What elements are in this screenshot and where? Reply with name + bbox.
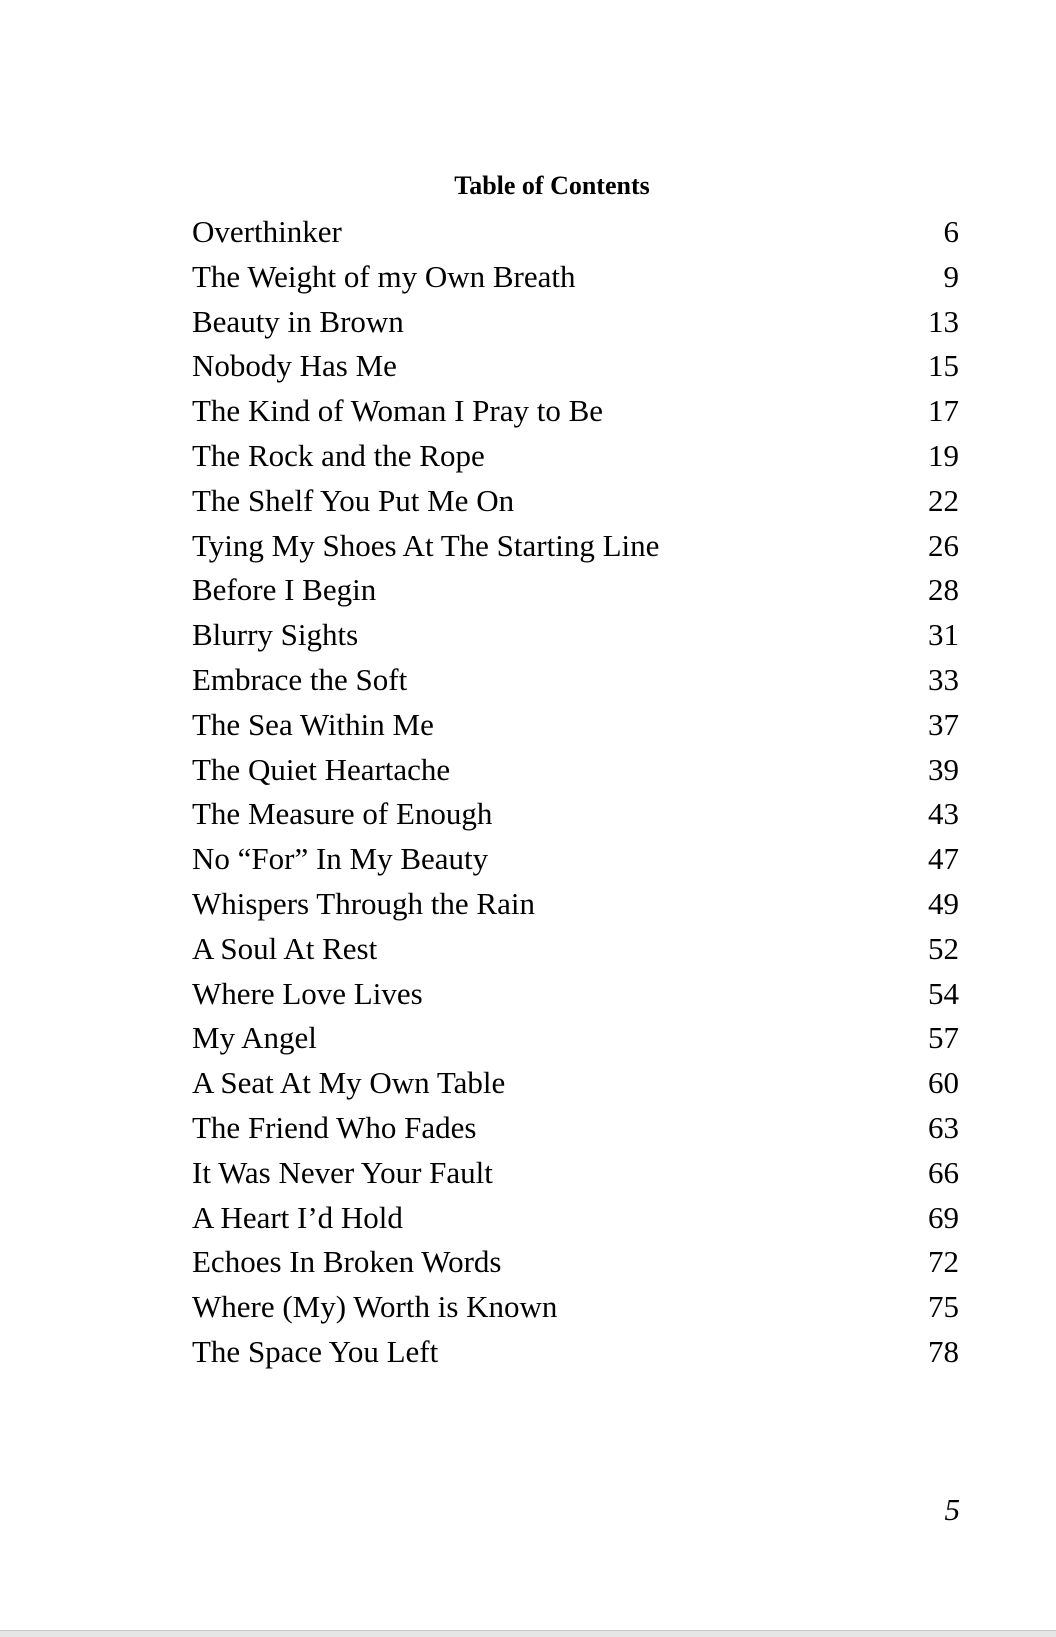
toc-entry xyxy=(192,703,959,748)
toc-entry xyxy=(192,1330,959,1375)
toc-entry-title: Overthinker xyxy=(192,214,342,249)
toc-entry-title: Blurry Sights xyxy=(192,617,359,653)
toc-entry-title: Beauty in Brown xyxy=(192,303,404,339)
toc-entry xyxy=(192,1196,959,1241)
toc-entry xyxy=(192,882,959,927)
toc-entry xyxy=(192,568,959,613)
toc-entry xyxy=(192,524,959,569)
toc-entry-title: The Shelf You Put Me On xyxy=(192,482,515,518)
toc-entry-page: 22 xyxy=(928,482,959,518)
toc-entry-page: 43 xyxy=(928,796,959,832)
toc-entry-page: 19 xyxy=(928,437,959,473)
toc-entry-title: Where (My) Worth is Known xyxy=(192,1289,558,1325)
toc-entry xyxy=(192,255,959,300)
toc-entry-title: Embrace the Soft xyxy=(192,661,408,697)
toc-entry-page: 72 xyxy=(928,1244,959,1280)
toc-entry-page: 57 xyxy=(928,1020,959,1056)
toc-entry-page: 47 xyxy=(928,841,959,877)
toc-entry xyxy=(192,210,959,255)
page-number: 5 xyxy=(944,1492,960,1527)
toc-entry-title: The Quiet Heartache xyxy=(192,751,451,787)
toc-entry-page: 17 xyxy=(928,393,959,429)
toc-entry-title: The Friend Who Fades xyxy=(192,1109,477,1145)
toc-entry-title: The Weight of my Own Breath xyxy=(192,258,576,294)
toc-entry xyxy=(192,300,959,345)
toc-entry xyxy=(192,1106,959,1151)
toc-entry xyxy=(192,1061,959,1106)
toc-entry-page: 78 xyxy=(928,1333,959,1369)
toc-entry xyxy=(192,927,959,972)
toc-entry xyxy=(192,1016,959,1061)
toc-entry-title: A Soul At Rest xyxy=(192,930,378,966)
toc-entry xyxy=(192,1151,959,1196)
toc-entry-title: A Heart I’d Hold xyxy=(192,1199,403,1235)
toc-entry xyxy=(192,658,959,703)
toc-entry-page: 37 xyxy=(928,706,959,742)
toc-entry xyxy=(192,613,959,658)
toc-entry-title: The Kind of Woman I Pray to Be xyxy=(192,393,604,429)
toc-entry-page: 13 xyxy=(928,303,959,339)
toc-entry xyxy=(192,389,959,434)
toc-entry-page: 49 xyxy=(928,885,959,921)
toc-entry-title: The Space You Left xyxy=(192,1333,439,1369)
toc-entry-page: 52 xyxy=(928,930,959,966)
toc-entry xyxy=(192,748,959,793)
toc-entry xyxy=(192,972,959,1017)
toc-entry-title: The Sea Within Me xyxy=(192,706,434,742)
toc-entry-page: 39 xyxy=(928,751,959,787)
toc-entry-title: Nobody Has Me xyxy=(192,348,397,384)
toc-entry xyxy=(192,837,959,882)
toc-entry-title: It Was Never Your Fault xyxy=(192,1154,493,1190)
toc-entry-page: 31 xyxy=(928,617,959,653)
toc-entry-page: 75 xyxy=(928,1289,959,1325)
toc-entry-page: 66 xyxy=(928,1154,959,1190)
toc-entry-title: My Angel xyxy=(192,1020,317,1056)
toc-entry-title: Tying My Shoes At The Starting Line xyxy=(192,527,660,563)
toc-entry xyxy=(192,434,959,479)
toc-list xyxy=(192,210,959,1375)
toc-entry-title: Before I Begin xyxy=(192,572,377,608)
toc-entry-page: 26 xyxy=(928,527,959,563)
toc-entry-title: Where Love Lives xyxy=(192,975,423,1011)
toc-entry-page: 33 xyxy=(928,661,959,697)
toc-entry-page: 6 xyxy=(943,214,959,249)
toc-entry-title: The Rock and the Rope xyxy=(192,437,485,473)
toc-entry xyxy=(192,479,959,524)
toc-entry-page: 28 xyxy=(928,572,959,608)
toc-entry-page: 60 xyxy=(928,1065,959,1101)
toc-entry-page: 9 xyxy=(943,258,959,294)
toc-entry-page: 15 xyxy=(928,348,959,384)
toc-entry-title: The Measure of Enough xyxy=(192,796,493,832)
toc-entry-title: No “For” In My Beauty xyxy=(192,841,489,877)
toc-entry xyxy=(192,1240,959,1285)
toc-entry xyxy=(192,344,959,389)
toc-entry-page: 69 xyxy=(928,1199,959,1235)
toc-entry-title: Echoes In Broken Words xyxy=(192,1244,502,1280)
toc-entry-title: Whispers Through the Rain xyxy=(192,885,535,921)
toc-entry-title: A Seat At My Own Table xyxy=(192,1065,506,1101)
toc-entry-page: 54 xyxy=(928,975,959,1011)
toc-heading: Table of Contents xyxy=(454,171,650,200)
toc-entry xyxy=(192,792,959,837)
toc-entry xyxy=(192,1285,959,1330)
toc-entry-page: 63 xyxy=(928,1109,959,1145)
